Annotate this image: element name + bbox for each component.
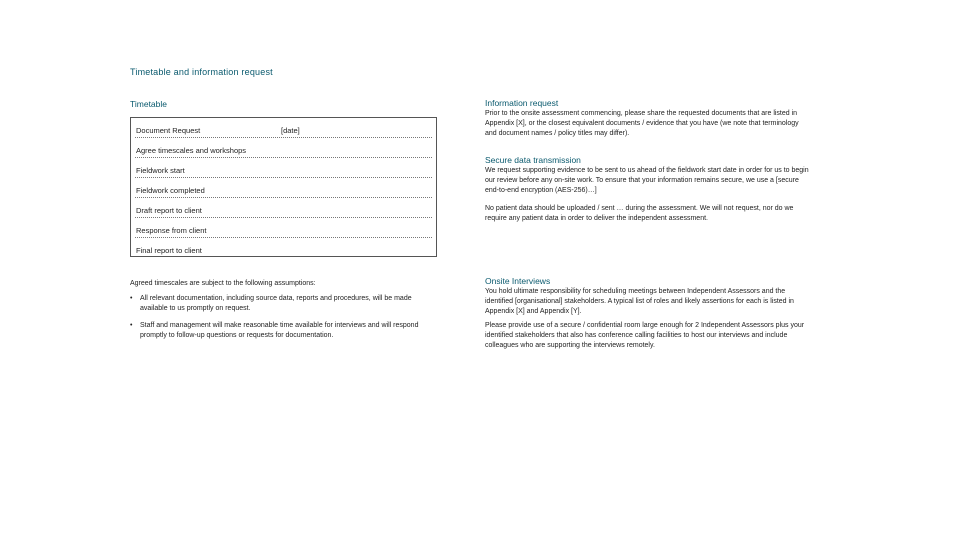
timetable-row — [131, 218, 436, 238]
patient-data-text: No patient data should be uploaded / sent … during the assessment. We will not request, nor do we require any patient data in order to deliver the independent assessment. — [485, 205, 794, 222]
timetable-row — [131, 238, 436, 258]
timetable-row-label: Fieldwork completed — [136, 186, 205, 195]
information-request-text: Prior to the onsite assessment commencing, please share the requested documents that are listed in Appendix [X], or the closest equivalent documents / evidence that you have (we note that terminology and document names / policy titles may differ). — [485, 110, 799, 137]
onsite-room-text: Please provide use of a secure / confidential room large enough for 2 Independent Assessors plus your identified stakeholders that also has conference calling facilities to host our interviews and include colleagues who are supporting the interviews remotely. — [485, 322, 805, 349]
list-item — [130, 321, 440, 341]
timetable-row — [131, 198, 436, 218]
onsite-interviews-heading: Onsite Interviews — [485, 276, 551, 286]
timetable-box — [130, 117, 437, 257]
list-item — [130, 294, 440, 314]
assumptions-list — [130, 294, 440, 348]
timetable-row — [131, 178, 436, 198]
timetable-row-label: Draft report to client — [136, 206, 202, 215]
secure-data-heading: Secure data transmission — [485, 155, 581, 165]
timetable-row-label: Response from client — [136, 226, 207, 235]
timetable-row — [131, 138, 436, 158]
timetable-row-label: Document Request — [136, 126, 201, 135]
bullet-icon: • — [130, 322, 133, 329]
assumptions-intro: Agreed timescales are subject to the following assumptions: — [130, 280, 316, 287]
secure-data-text: We request supporting evidence to be sent to us ahead of the fieldwork start date in order for us to begin our review before any on-site work. To ensure that your information remains secure, we use a [secure end-to-end encryption (AES-256)…] — [485, 167, 809, 194]
onsite-scheduling-text: You hold ultimate responsibility for scheduling meetings between Independent Assessors and the identified [organisational] stakeholders. A typical list of roles and likely assertions for each is listed in Appendix [X] and Appendix [Y]. — [485, 288, 794, 315]
timetable-row — [131, 118, 436, 138]
timetable-row-label: Agree timescales and workshops — [136, 146, 247, 155]
timetable-row-label: Fieldwork start — [136, 166, 185, 175]
timetable-row-label: Final report to client — [136, 246, 202, 255]
assumption-text: All relevant documentation, including source data, reports and procedures, will be made available to us promptly on request. — [140, 295, 412, 312]
timetable-heading: Timetable — [130, 99, 168, 109]
assumption-text: Staff and management will make reasonable time available for interviews and will respond promptly to follow-up questions or requests for documentation. — [140, 322, 419, 339]
bullet-icon: • — [130, 295, 133, 302]
timetable-row-date: [date] — [281, 126, 300, 135]
page-title: Timetable and information request — [130, 67, 273, 77]
timetable-row — [131, 158, 436, 178]
information-request-heading: Information request — [485, 98, 559, 108]
